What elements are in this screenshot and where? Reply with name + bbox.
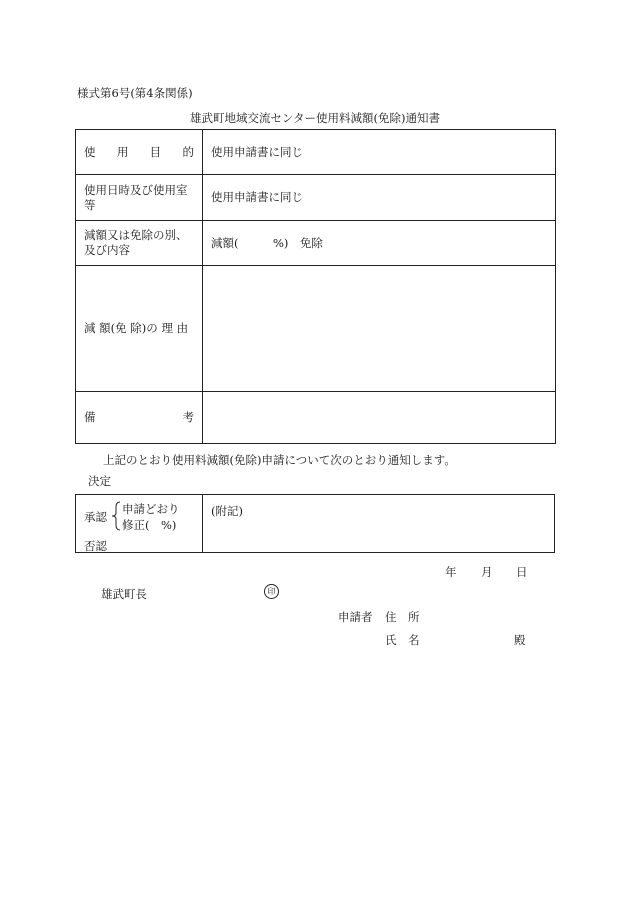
approve-label: 承認: [84, 510, 107, 524]
decision-divider: [202, 495, 203, 552]
mayor-title: 雄武町長: [101, 587, 147, 601]
brace-icon: [111, 501, 121, 531]
document-title: 雄武町地域交流センター使用料減額(免除)通知書: [189, 111, 440, 125]
table-row: [76, 130, 556, 175]
option-modified: 修正( %): [122, 518, 177, 532]
address-label: 住 所: [385, 610, 420, 624]
date-day: 日: [516, 565, 528, 579]
table-row: [76, 221, 556, 266]
annex-note: (附記): [211, 504, 243, 518]
table-row: [76, 266, 556, 392]
decision-label: 決定: [88, 474, 111, 488]
label-reason: 減 額(免 除)の 理 由: [76, 266, 203, 392]
value-remarks: [203, 392, 556, 444]
date-month: 月: [481, 565, 493, 579]
label-reduction-type: 減額又は免除の別、及び内容: [76, 221, 203, 266]
value-datetime-room: 使用申請書に同じ: [203, 175, 556, 221]
label-purpose: 使 用 目 的: [76, 130, 203, 175]
name-label: 氏 名: [385, 633, 420, 647]
application-table: [75, 129, 556, 444]
form-number: 様式第6号(第4条関係): [77, 86, 193, 100]
applicant-label: 申請者: [338, 610, 373, 624]
option-as-applied: 申請どおり: [122, 502, 180, 516]
table-row: [76, 175, 556, 221]
label-datetime-room: 使用日時及び使用室等: [76, 175, 203, 221]
honorific: 殿: [514, 633, 526, 647]
value-reduction-type: 減額( %) 免除: [203, 221, 556, 266]
value-reason: [203, 266, 556, 392]
decision-box: [75, 494, 555, 553]
reject-label: 否認: [84, 539, 107, 553]
label-remarks: 備 考: [76, 392, 203, 444]
value-purpose: 使用申請書に同じ: [203, 130, 556, 175]
table-row: [76, 392, 556, 444]
seal-stamp: 印: [264, 584, 279, 599]
notice-sentence: 上記のとおり使用料減額(免除)申請について次のとおり通知します。: [103, 453, 456, 467]
date-year: 年: [445, 565, 457, 579]
